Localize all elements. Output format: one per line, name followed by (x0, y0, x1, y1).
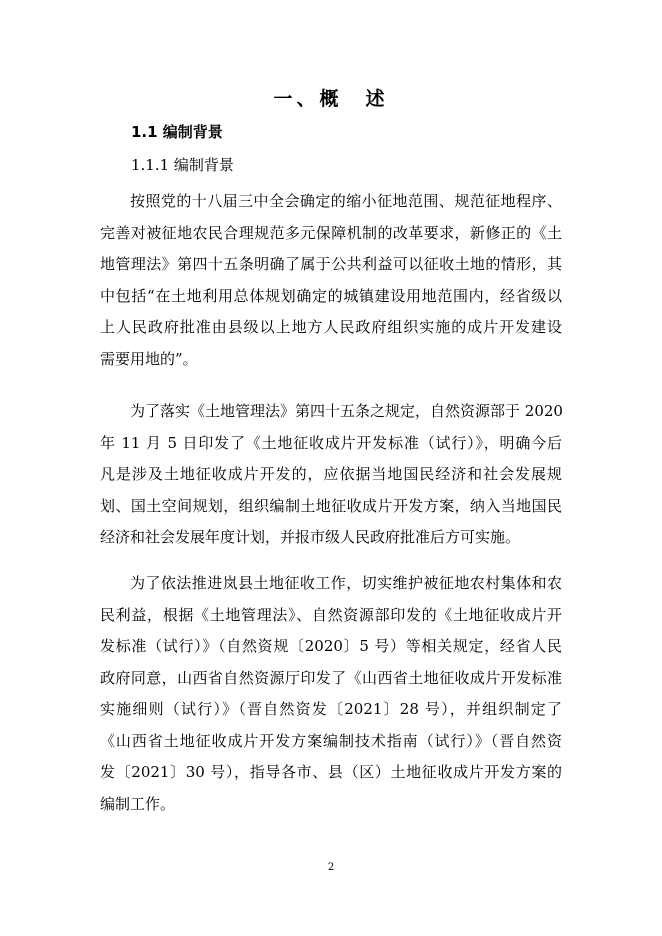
paragraph-line: 中包括“在土地利用总体规划确定的城镇建设用地范围内，经省级以 (100, 286, 562, 305)
paragraph-3 (100, 568, 562, 820)
paragraph-line: 按照党的十八届三中全会确定的缩小征地范围、规范征地程序、 (130, 192, 562, 210)
paragraph-line: 《山西省土地征收成片开发方案编制技术指南（试行）》（晋自然资 (100, 731, 562, 750)
paragraph-line: 实施细则（试行）》（晋自然资发〔2021〕28 号），并组织制定了 (100, 700, 562, 718)
paragraph-line: 发〔2021〕30 号），指导各市、县（区）土地征收成片开发方案的 (100, 763, 562, 781)
section-title: 1.1 编制背景 (131, 123, 223, 141)
paragraph-2 (100, 396, 562, 554)
paragraph-1 (100, 186, 562, 375)
paragraph-line: 完善对被征地农民合理规范多元保障机制的改革要求，新修正的《土 (100, 223, 562, 242)
paragraph-line: 为了依法推进岚县土地征收工作，切实维护被征地农村集体和农 (130, 574, 562, 592)
paragraph-line: 年 11 月 5 日印发了《土地征收成片开发标准（试行）》，明确今后 (100, 433, 562, 452)
subsection-title: 1.1.1 编制背景 (131, 156, 234, 174)
paragraph-line: 上人民政府批准由县级以上地方人民政府组织实施的成片开发建设 (100, 318, 562, 336)
paragraph-line: 地管理法》第四十五条明确了属于公共利益可以征收土地的情形，其 (100, 255, 562, 273)
paragraph-line: 为了落实《土地管理法》第四十五条之规定，自然资源部于 2020 (130, 402, 563, 420)
paragraph-line: 政府同意，山西省自然资源厅印发了《山西省土地征收成片开发标准 (100, 668, 562, 687)
paragraph-line: 发标准（试行）》（自然资规〔2020〕5 号）等相关规定，经省人民 (100, 637, 562, 655)
paragraph-line: 需要用地的”。 (100, 349, 198, 368)
paragraph-line: 凡是涉及土地征收成片开发的，应依据当地国民经济和社会发展规 (100, 465, 562, 483)
chapter-title: 一、概 述 (273, 88, 389, 110)
paragraph-line: 经济和社会发展年度计划，并报市级人民政府批准后方可实施。 (100, 528, 521, 546)
paragraph-line: 划、国土空间规划，组织编制土地征收成片开发方案，纳入当地国民 (100, 496, 562, 515)
page-number: 2 (327, 862, 335, 873)
paragraph-line: 编制工作。 (100, 794, 176, 813)
paragraph-line: 民利益，根据《土地管理法》、自然资源部印发的《土地征收成片开 (100, 605, 562, 624)
